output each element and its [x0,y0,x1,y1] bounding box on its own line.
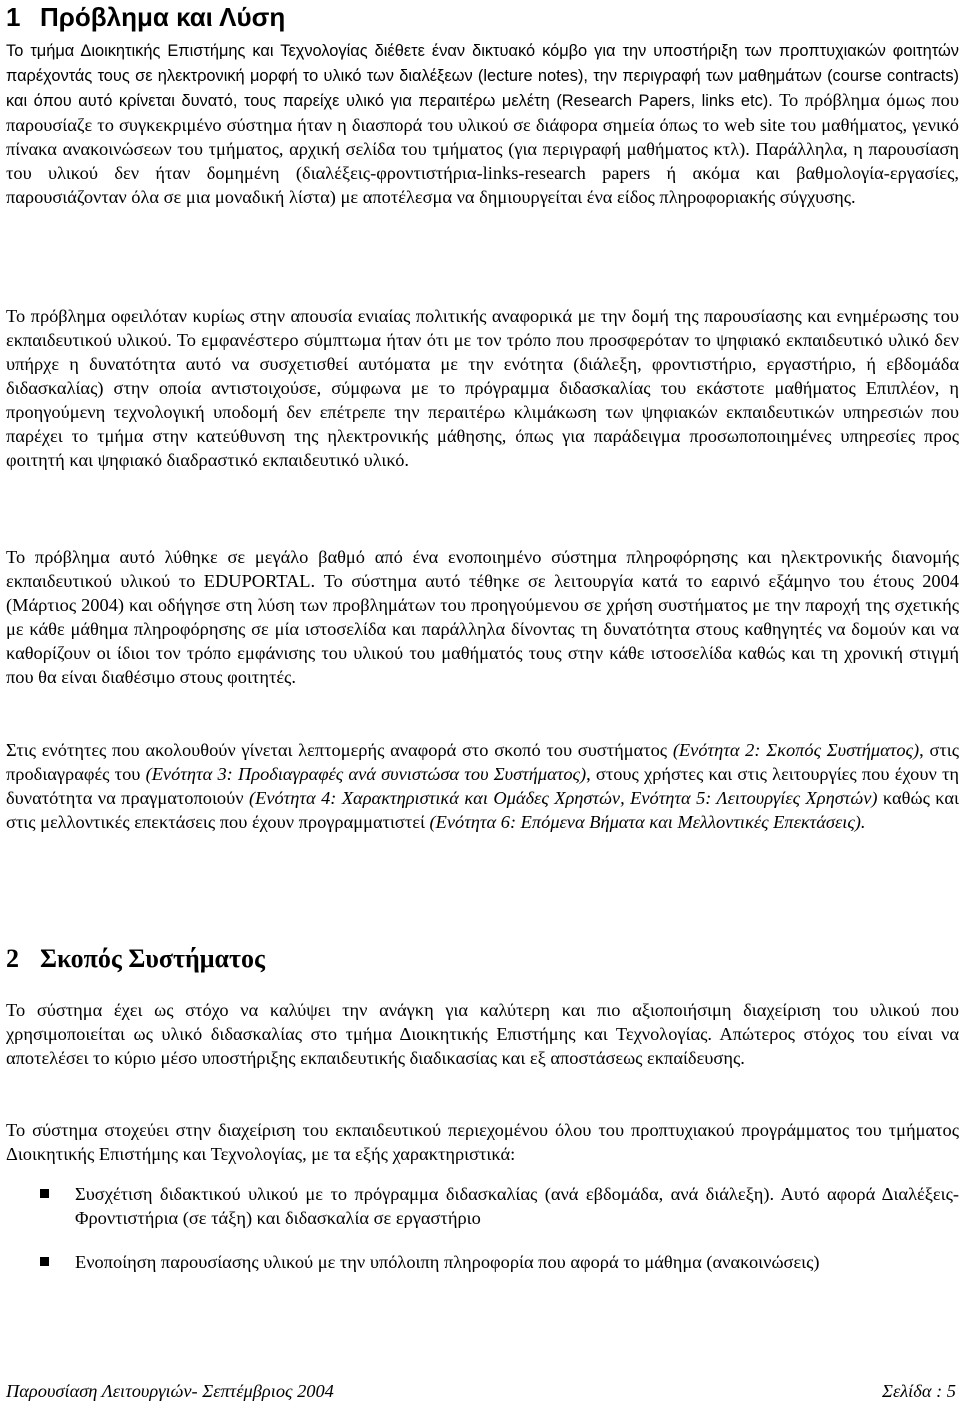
paragraph-1-serif-text: Το πρόβλημα όμως που παρουσίαζε το συγκεκριμένο σύστημα ήταν η διασπορά του υλικού σε διάφορα σημεία όπως το web site του μαθήματος, γενικό πίνακα ανακοινώσεων του τμήματος, αρχική σελίδα του τμήματος (για περιγραφή μαθήματος κτλ). Παράλληλα, η παρουσίαση του υλικού δεν ήταν δομημένη (διαλέξεις-φροντιστήρια-links-research papers ή ακόμα και βαθμολογία-εργασίες, παρουσιάζονταν όλα σε μια μοναδική λίστα) με αποτέλεσμα να δημιουργείται ένα είδος πληροφοριακής σύγχυσης. [6,90,959,207]
section-2-heading [6,944,265,974]
section-1-paragraph-4 [6,738,959,834]
paragraph-4-text-c: , στις προδιαγραφές του [6,740,960,784]
section-1-heading [6,2,285,32]
paragraph-4-ref-section-2: (Ενότητα 2: Σκοπός Συστήματος) [672,740,920,760]
list-item [40,1182,959,1230]
section-1-paragraph-3: Το πρόβλημα αυτό λύθηκε σε μεγάλο βαθμό από ένα ενοποιημένο σύστημα πληροφόρησης και ηλεκτρονικής διανομής εκπαιδευτικού υλικού το EDUPORTAL. Το σύστημα αυτό τέθηκε σε λειτουργία κατά το εαρινό εξάμηνο του έτους 2004 (Μάρτιος 2004) και οδήγησε στη λύση των προβλημάτων του προηγούμενου σε χρήση συστήματος με την παροχή της σχετικής με κάθε μάθημα πληροφόρησης σε μία ιστοσελίδα και παράλληλα δίνοντας τη δυνατότητα στους καθηγητές να δομούν και να καθορίζουν οι ίδιοι τον τρόπο εμφάνισης του υλικού του μαθήματός τους στην κάθε ιστοσελίδα καθώς και τη χρονική στιγμή που θα είναι διαθέσιμο στους φοιτητές. [6,547,959,687]
list-item [40,1250,959,1274]
paragraph-4-text-a: Στις ενότητες που ακολουθούν γίνεται λεπτομερής αναφορά στο σκοπό του συστήματος [6,740,673,760]
section-1-paragraph-2: Το πρόβλημα οφειλόταν κυρίως στην απουσία ενιαίας πολιτικής αναφορικά με την δομή της παρουσίασης και ενημέρωσης του εκπαιδευτικού υλικού. Το εμφανέστερο σύμπτωμα ήταν ότι με τον τρόπο που προσφερόταν το ψηφιακό εκπαιδευτικό υλικό δεν υπήρχε η δυνατότητα αυτό να συσχετισθεί αυτόματα με την ενότητα (διάλεξη, φροντιστήριο, εργαστήριο, ή εβδομάδα διδασκαλίας) στην οποία αντιστοιχούσε, σύμφωνα με το πρόγραμμα διδασκαλίας του εκάστοτε μαθήματος Επιπλέον, η προηγούμενη τεχνολογική υποδομή δεν επέτρεπε την περαιτέρω κλιμάκωση των ψηφιακών εκπαιδευτικών υπηρεσιών που παρέχει το τμήμα στην κατεύθυνση της ηλεκτρονικής μάθησης, όπως για παράδειγμα προσωποποιημένες υπηρεσίες προς φοιτητή και ψηφιακό διαδραστικό εκπαιδευτικό υλικό. [6,306,959,470]
paragraph-1-sans-text: Το τμήμα Διοικητικής Επιστήμης και Τεχνολογίας διέθετε έναν δικτυακό κόμβο για την υποστήριξη των προπτυχιακών φοιτητών παρέχοντάς τους σε ηλεκτρονική μορφή το υλικό των διαλέξεων (lecture notes), την περιγραφή των μαθημάτων (course contracts) και όπου αυτό κρίνεται δυνατό, τους παρείχε υλικό για περαιτέρω μελέτη (Research Papers, links etc). [6,42,959,110]
section-2-number: 2 [6,944,19,973]
section-2-title: Σκοπός Συστήματος [40,944,265,973]
footer-document-title: Παρουσίαση Λειτουργιών- Σεπτέμβριος 2004 [6,1381,334,1401]
paragraph-4-ref-section-6: (Ενότητα 6: Επόμενα Βήματα και Μελλοντικές Επεκτάσεις). [429,812,866,832]
features-bullet-list [40,1182,959,1294]
bullet-text: Συσχέτιση διδακτικού υλικού με το πρόγραμμα διδασκαλίας (ανά εβδομάδα, ανά διάλεξη). Αυτό αφορά Διαλέξεις-Φροντιστήρια (σε τάξη) και διδασκαλία σε εργαστήριο [75,1184,959,1228]
section-1-title: Πρόβλημα και Λύση [40,2,286,32]
paragraph-4-text-g: καθώς και στις μελλοντικές επεκτάσεις που έχουν προγραμματιστεί [6,788,959,832]
footer-page-number: Σελίδα : 5 [882,1381,956,1401]
section-1-paragraph-1 [6,38,959,209]
paragraph-4-text-e: , στους χρήστες και στις λειτουργίες που έχουν τη δυνατότητα να πραγματοποιούν [6,764,960,808]
paragraph-4-ref-section-3: (Ενότητα 3: Προδιαγραφές ανά συνιστώσα του Συστήματος) [145,764,587,784]
section-2-paragraph-1: Το σύστημα έχει ως στόχο να καλύψει την ανάγκη για καλύτερη και πιο αξιοποιήσιμη διαχείριση του υλικού που χρησιμοποιείται ως υλικό διδασκαλίας στο τμήμα Διοικητικής Επιστήμης και Τεχνολογίας. Απώτερος στόχος του είναι να αποτελέσει το κύριο μέσο υποστήριξης εκπαιδευτικής διαδικασίας και εξ αποστάσεως εκπαίδευσης. [6,1000,959,1068]
square-bullet-icon [40,1189,49,1198]
section-2-paragraph-2: Το σύστημα στοχεύει στην διαχείριση του εκπαιδευτικού περιεχομένου όλου του προπτυχιακού προγράμματος του τμήματος Διοικητικής Επιστήμης και Τεχνολογίας, με τα εξής χαρακτηριστικά: [6,1120,959,1164]
section-1-number: 1 [6,2,21,32]
square-bullet-icon [40,1257,49,1266]
bullet-text: Ενοποίηση παρουσίασης υλικού με την υπόλοιπη πληροφορία που αφορά το μάθημα (ανακοινώσεις) [75,1252,820,1272]
paragraph-4-ref-section-4-5: (Ενότητα 4: Χαρακτηριστικά και Ομάδες Χρηστών, Ενότητα 5: Λειτουργίες Χρηστών) [248,788,878,808]
